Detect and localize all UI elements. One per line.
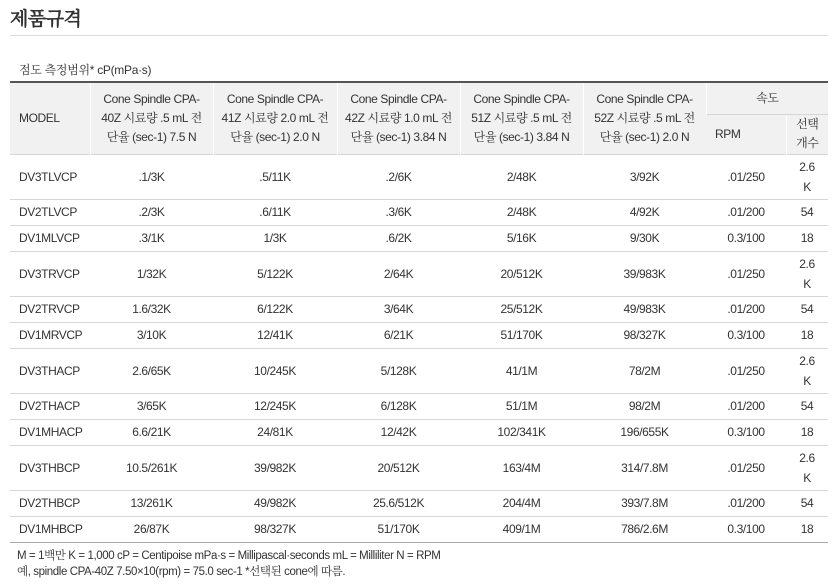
model-cell: DV1MHBCP — [10, 516, 90, 542]
table-row — [10, 348, 828, 393]
count-line: 54 — [800, 302, 814, 316]
page-title: 제품규격 — [10, 9, 82, 30]
range-cell: 6.6/21K — [90, 419, 213, 445]
table-row — [10, 199, 828, 225]
model-cell: DV3TLVCP — [10, 154, 90, 199]
range-cell: 3/10K — [90, 322, 213, 348]
count-line: 54 — [800, 496, 814, 510]
range-cell: 6/122K — [213, 296, 337, 322]
range-cell: 3/65K — [90, 393, 213, 419]
model-cell: DV3TRVCP — [10, 251, 90, 296]
range-cell: 20/512K — [460, 251, 583, 296]
table-caption: 점도 측정범위* cP(mPa·s) — [19, 63, 152, 77]
rpm-cell: .01/200 — [706, 490, 786, 516]
spindle-header-line: 단율 (sec-1) 3.84 N — [473, 129, 570, 144]
range-cell: 1.6/32K — [90, 296, 213, 322]
range-cell: 49/982K — [213, 490, 337, 516]
count-line: 18 — [800, 425, 814, 439]
spindle-header-line: Cone Spindle CPA- — [350, 91, 447, 106]
count-cell — [786, 296, 828, 322]
range-cell: .1/3K — [90, 154, 213, 199]
range-cell: 10.5/261K — [90, 445, 213, 490]
count-line: 2.6 — [799, 256, 815, 271]
range-cell: .2/6K — [337, 154, 460, 199]
range-cell: 98/327K — [213, 516, 337, 542]
range-cell: 5/128K — [337, 348, 460, 393]
spindle-header-line: 단율 (sec-1) 2.0 N — [230, 129, 320, 144]
table-row — [10, 154, 828, 199]
spindle-header — [460, 82, 583, 154]
count-cell — [786, 251, 828, 296]
range-cell: .6/2K — [337, 225, 460, 251]
count-line: K — [803, 470, 811, 485]
select-count-header-line: 개수 — [796, 136, 819, 150]
range-cell: 2/64K — [337, 251, 460, 296]
range-cell: 25/512K — [460, 296, 583, 322]
footnote-line: M = 1백만 K = 1,000 cP = Centipoise mPa·s = Millipascal·seconds mL = Milliliter N = RPM — [17, 550, 441, 562]
range-cell: 9/30K — [583, 225, 706, 251]
select-count-header-line: 선택 — [796, 117, 819, 131]
range-cell: 2.6/65K — [90, 348, 213, 393]
spindle-header-line: Cone Spindle CPA- — [226, 91, 324, 106]
header-row — [10, 82, 828, 114]
spindle-header — [213, 82, 337, 154]
count-cell — [786, 154, 828, 199]
count-cell — [786, 322, 828, 348]
range-cell: 102/341K — [460, 419, 583, 445]
range-cell: 51/1M — [460, 393, 583, 419]
count-line: K — [803, 179, 811, 194]
range-cell: 2/48K — [460, 154, 583, 199]
count-cell — [786, 348, 828, 393]
range-cell: .6/11K — [213, 199, 337, 225]
range-cell: 3/92K — [583, 154, 706, 199]
range-cell: 6/128K — [337, 393, 460, 419]
model-cell: DV2THACP — [10, 393, 90, 419]
range-cell: 10/245K — [213, 348, 337, 393]
range-cell: 78/2M — [583, 348, 706, 393]
table-row — [10, 322, 828, 348]
range-cell: 393/7.8M — [583, 490, 706, 516]
count-line: 54 — [800, 205, 814, 219]
spindle-header — [583, 82, 706, 154]
rpm-cell: 0.3/100 — [706, 225, 786, 251]
rpm-cell: .01/200 — [706, 393, 786, 419]
range-cell: .3/1K — [90, 225, 213, 251]
model-header: MODEL — [10, 82, 90, 154]
range-cell: .2/3K — [90, 199, 213, 225]
count-cell — [786, 393, 828, 419]
rpm-cell: 0.3/100 — [706, 516, 786, 542]
table-row — [10, 419, 828, 445]
table-row — [10, 445, 828, 490]
spindle-header-line: Cone Spindle CPA- — [473, 91, 570, 106]
table-row — [10, 251, 828, 296]
count-line: 2.6 — [799, 353, 815, 368]
count-cell — [786, 419, 828, 445]
rpm-cell: .01/200 — [706, 199, 786, 225]
range-cell: .5/11K — [213, 154, 337, 199]
count-cell — [786, 490, 828, 516]
speed-header: 속도 — [706, 82, 828, 114]
range-cell: 12/41K — [213, 322, 337, 348]
spec-table — [10, 81, 828, 543]
spindle-header-line: 단율 (sec-1) 3.84 N — [350, 129, 447, 144]
spindle-header-line: 40Z 시료량 .5 mL 전 — [101, 110, 202, 125]
model-cell: DV1MRVCP — [10, 322, 90, 348]
range-cell: 98/327K — [583, 322, 706, 348]
table-row — [10, 225, 828, 251]
model-cell: DV3THACP — [10, 348, 90, 393]
table-row — [10, 490, 828, 516]
count-line: K — [803, 373, 811, 388]
range-cell: 51/170K — [337, 516, 460, 542]
range-cell: 3/64K — [337, 296, 460, 322]
range-cell: 4/92K — [583, 199, 706, 225]
spindle-header-line: 51Z 시료량 .5 mL 전 — [471, 110, 572, 125]
range-cell: 6/21K — [337, 322, 460, 348]
footnotes — [17, 548, 440, 580]
range-cell: 24/81K — [213, 419, 337, 445]
range-cell: 41/1M — [460, 348, 583, 393]
table-row — [10, 393, 828, 419]
range-cell: 314/7.8M — [583, 445, 706, 490]
range-cell: 163/4M — [460, 445, 583, 490]
range-cell: 12/42K — [337, 419, 460, 445]
range-cell: 51/170K — [460, 322, 583, 348]
range-cell: 49/983K — [583, 296, 706, 322]
spindle-header — [337, 82, 460, 154]
table-row — [10, 296, 828, 322]
range-cell: .3/6K — [337, 199, 460, 225]
range-cell: 20/512K — [337, 445, 460, 490]
count-cell — [786, 445, 828, 490]
spindle-header-line: 단율 (sec-1) 7.5 N — [106, 129, 197, 144]
range-cell: 1/32K — [90, 251, 213, 296]
count-cell — [786, 516, 828, 542]
count-line: 54 — [800, 399, 814, 413]
model-cell: DV2TLVCP — [10, 199, 90, 225]
title-divider — [10, 35, 828, 36]
spindle-header-line: Cone Spindle CPA- — [596, 91, 693, 106]
rpm-cell: .01/250 — [706, 445, 786, 490]
range-cell: 2/48K — [460, 199, 583, 225]
rpm-cell: .01/250 — [706, 154, 786, 199]
range-cell: 786/2.6M — [583, 516, 706, 542]
count-line: 18 — [800, 328, 814, 342]
range-cell: 5/122K — [213, 251, 337, 296]
range-cell: 12/245K — [213, 393, 337, 419]
rpm-cell: .01/250 — [706, 251, 786, 296]
spindle-header-line: Cone Spindle CPA- — [103, 91, 200, 106]
spindle-header — [90, 82, 213, 154]
footnote-line: 예, spindle CPA-40Z 7.50×10(rpm) = 75.0 sec-1 *선택된 cone에 따름. — [17, 566, 346, 578]
rpm-cell: 0.3/100 — [706, 419, 786, 445]
rpm-cell: .01/250 — [706, 348, 786, 393]
spindle-header-line: 42Z 시료량 1.0 mL 전 — [345, 110, 452, 125]
range-cell: 196/655K — [583, 419, 706, 445]
range-cell: 409/1M — [460, 516, 583, 542]
model-cell: DV1MHACP — [10, 419, 90, 445]
model-cell: DV2THBCP — [10, 490, 90, 516]
range-cell: 26/87K — [90, 516, 213, 542]
model-cell: DV3THBCP — [10, 445, 90, 490]
range-cell: 25.6/512K — [337, 490, 460, 516]
range-cell: 1/3K — [213, 225, 337, 251]
spindle-header-line: 41Z 시료량 2.0 mL 전 — [221, 110, 329, 125]
count-line: 18 — [800, 522, 814, 536]
count-line: 18 — [800, 231, 814, 245]
count-cell — [786, 225, 828, 251]
select-count-header — [786, 114, 828, 154]
rpm-header: RPM — [706, 114, 786, 154]
count-line: 2.6 — [799, 159, 815, 174]
rpm-cell: 0.3/100 — [706, 322, 786, 348]
spindle-header-line: 단율 (sec-1) 2.0 N — [599, 129, 690, 144]
count-cell — [786, 199, 828, 225]
range-cell: 204/4M — [460, 490, 583, 516]
count-line: 2.6 — [799, 450, 815, 465]
range-cell: 13/261K — [90, 490, 213, 516]
model-cell: DV2TRVCP — [10, 296, 90, 322]
table-row — [10, 516, 828, 542]
spindle-header-line: 52Z 시료량 .5 mL 전 — [594, 110, 695, 125]
range-cell: 5/16K — [460, 225, 583, 251]
range-cell: 39/982K — [213, 445, 337, 490]
count-line: K — [803, 276, 811, 291]
range-cell: 98/2M — [583, 393, 706, 419]
table-body — [10, 154, 828, 542]
rpm-cell: .01/200 — [706, 296, 786, 322]
model-cell: DV1MLVCP — [10, 225, 90, 251]
range-cell: 39/983K — [583, 251, 706, 296]
